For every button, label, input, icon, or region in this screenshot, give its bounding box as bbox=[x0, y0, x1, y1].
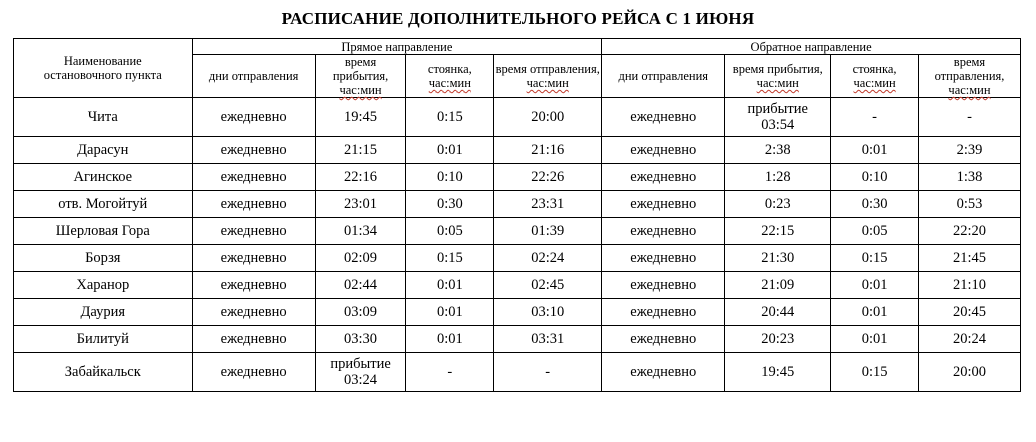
backward-arrival-cell: 0:23 bbox=[725, 191, 831, 218]
forward-stay-cell: 0:01 bbox=[406, 299, 494, 326]
backward-stay-cell: 0:15 bbox=[831, 353, 919, 392]
backward-stay-cell: - bbox=[831, 98, 919, 137]
forward-arrival-cell: прибытие 03:24 bbox=[315, 353, 406, 392]
table-row bbox=[14, 98, 1021, 137]
page-title: РАСПИСАНИЕ ДОПОЛНИТЕЛЬНОГО РЕЙСА С 1 ИЮНЯ bbox=[281, 9, 755, 28]
backward-arrival-cell: 21:09 bbox=[725, 272, 831, 299]
forward-departure-cell: 22:26 bbox=[494, 164, 602, 191]
forward-stay-cell: 0:01 bbox=[406, 326, 494, 353]
header-stop: Наименование остановочного пункта bbox=[14, 39, 193, 98]
table-row bbox=[14, 272, 1021, 299]
stop-name-cell: Забайкальск bbox=[14, 353, 193, 392]
forward-stay-cell: 0:05 bbox=[406, 218, 494, 245]
stop-name-cell: отв. Могойтуй bbox=[14, 191, 193, 218]
table-row bbox=[14, 353, 1021, 392]
forward-days-cell: ежедневно bbox=[192, 137, 315, 164]
stop-name-cell: Агинское bbox=[14, 164, 193, 191]
forward-stay-cell: 0:30 bbox=[406, 191, 494, 218]
forward-departure-cell: 23:31 bbox=[494, 191, 602, 218]
header-backward-days: дни отправления bbox=[602, 55, 725, 98]
forward-stay-cell: 0:10 bbox=[406, 164, 494, 191]
backward-arrival-cell: 21:30 bbox=[725, 245, 831, 272]
forward-departure-cell: 03:10 bbox=[494, 299, 602, 326]
forward-departure-cell: 21:16 bbox=[494, 137, 602, 164]
backward-departure-cell: 21:10 bbox=[918, 272, 1020, 299]
backward-departure-cell: 0:53 bbox=[918, 191, 1020, 218]
backward-stay-cell: 0:01 bbox=[831, 299, 919, 326]
header-forward: Прямое направление bbox=[192, 39, 602, 55]
stop-name-cell: Борзя bbox=[14, 245, 193, 272]
stop-name-cell: Даурия bbox=[14, 299, 193, 326]
backward-arrival-cell: 19:45 bbox=[725, 353, 831, 392]
backward-stay-cell: 0:01 bbox=[831, 326, 919, 353]
forward-days-cell: ежедневно bbox=[192, 218, 315, 245]
schedule-table bbox=[13, 38, 1021, 392]
backward-arrival-cell: прибытие 03:54 bbox=[725, 98, 831, 137]
forward-departure-cell: 02:45 bbox=[494, 272, 602, 299]
forward-days-cell: ежедневно bbox=[192, 164, 315, 191]
backward-days-cell: ежедневно bbox=[602, 353, 725, 392]
forward-departure-cell: 20:00 bbox=[494, 98, 602, 137]
stop-name-cell: Харанор bbox=[14, 272, 193, 299]
backward-arrival-cell: 2:38 bbox=[725, 137, 831, 164]
backward-departure-cell: 20:00 bbox=[918, 353, 1020, 392]
table-row bbox=[14, 164, 1021, 191]
forward-stay-cell: 0:15 bbox=[406, 98, 494, 137]
backward-stay-cell: 0:01 bbox=[831, 137, 919, 164]
forward-days-cell: ежедневно bbox=[192, 326, 315, 353]
backward-stay-cell: 0:01 bbox=[831, 272, 919, 299]
forward-arrival-cell: 23:01 bbox=[315, 191, 406, 218]
forward-days-cell: ежедневно bbox=[192, 272, 315, 299]
forward-stay-cell: 0:15 bbox=[406, 245, 494, 272]
forward-arrival-cell: 19:45 bbox=[315, 98, 406, 137]
header-forward-days: дни отправления bbox=[192, 55, 315, 98]
header-forward-departure: время отправления, час:мин bbox=[494, 55, 602, 98]
backward-departure-cell: 20:24 bbox=[918, 326, 1020, 353]
backward-days-cell: ежедневно bbox=[602, 272, 725, 299]
backward-stay-cell: 0:10 bbox=[831, 164, 919, 191]
forward-departure-cell: 01:39 bbox=[494, 218, 602, 245]
forward-departure-cell: 03:31 bbox=[494, 326, 602, 353]
forward-arrival-cell: 02:44 bbox=[315, 272, 406, 299]
forward-stay-cell: 0:01 bbox=[406, 137, 494, 164]
backward-departure-cell: 22:20 bbox=[918, 218, 1020, 245]
forward-arrival-cell: 02:09 bbox=[315, 245, 406, 272]
forward-days-cell: ежедневно bbox=[192, 191, 315, 218]
backward-stay-cell: 0:05 bbox=[831, 218, 919, 245]
backward-arrival-cell: 22:15 bbox=[725, 218, 831, 245]
forward-arrival-cell: 01:34 bbox=[315, 218, 406, 245]
stop-name-cell: Шерловая Гора bbox=[14, 218, 193, 245]
backward-days-cell: ежедневно bbox=[602, 245, 725, 272]
stop-name-cell: Дарасун bbox=[14, 137, 193, 164]
forward-days-cell: ежедневно bbox=[192, 245, 315, 272]
backward-departure-cell: 2:39 bbox=[918, 137, 1020, 164]
backward-departure-cell: 21:45 bbox=[918, 245, 1020, 272]
forward-days-cell: ежедневно bbox=[192, 353, 315, 392]
forward-departure-cell: - bbox=[494, 353, 602, 392]
backward-stay-cell: 0:30 bbox=[831, 191, 919, 218]
backward-arrival-cell: 20:44 bbox=[725, 299, 831, 326]
table-row bbox=[14, 326, 1021, 353]
table-row bbox=[14, 218, 1021, 245]
backward-arrival-cell: 1:28 bbox=[725, 164, 831, 191]
backward-days-cell: ежедневно bbox=[602, 191, 725, 218]
forward-arrival-cell: 22:16 bbox=[315, 164, 406, 191]
forward-stay-cell: - bbox=[406, 353, 494, 392]
forward-arrival-cell: 03:30 bbox=[315, 326, 406, 353]
table-row bbox=[14, 245, 1021, 272]
forward-days-cell: ежедневно bbox=[192, 299, 315, 326]
backward-arrival-cell: 20:23 bbox=[725, 326, 831, 353]
forward-departure-cell: 02:24 bbox=[494, 245, 602, 272]
forward-days-cell: ежедневно bbox=[192, 98, 315, 137]
header-backward-arrival: время прибытия, час:мин bbox=[725, 55, 831, 98]
backward-days-cell: ежедневно bbox=[602, 218, 725, 245]
header-forward-stay: стоянка, час:мин bbox=[406, 55, 494, 98]
header-forward-arrival: время прибытия, час:мин bbox=[315, 55, 406, 98]
backward-days-cell: ежедневно bbox=[602, 299, 725, 326]
header-backward-departure: время отправления, час:мин bbox=[918, 55, 1020, 98]
backward-stay-cell: 0:15 bbox=[831, 245, 919, 272]
backward-days-cell: ежедневно bbox=[602, 326, 725, 353]
backward-departure-cell: 20:45 bbox=[918, 299, 1020, 326]
backward-departure-cell: 1:38 bbox=[918, 164, 1020, 191]
header-backward: Обратное направление bbox=[602, 39, 1021, 55]
backward-days-cell: ежедневно bbox=[602, 164, 725, 191]
backward-days-cell: ежедневно bbox=[602, 137, 725, 164]
backward-departure-cell: - bbox=[918, 98, 1020, 137]
stop-name-cell: Билитуй bbox=[14, 326, 193, 353]
stop-name-cell: Чита bbox=[14, 98, 193, 137]
forward-arrival-cell: 21:15 bbox=[315, 137, 406, 164]
header-backward-stay: стоянка, час:мин bbox=[831, 55, 919, 98]
table-row bbox=[14, 137, 1021, 164]
table-row bbox=[14, 191, 1021, 218]
forward-arrival-cell: 03:09 bbox=[315, 299, 406, 326]
table-row bbox=[14, 299, 1021, 326]
forward-stay-cell: 0:01 bbox=[406, 272, 494, 299]
backward-days-cell: ежедневно bbox=[602, 98, 725, 137]
